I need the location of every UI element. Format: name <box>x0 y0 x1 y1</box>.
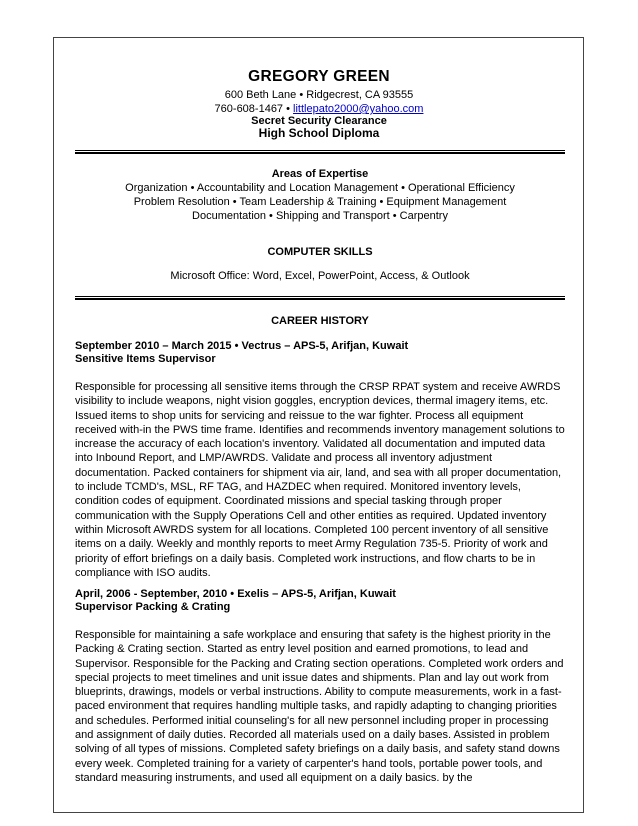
email-link[interactable]: littlepato2000@yahoo.com <box>293 103 424 115</box>
phone: 760-608-1467 • <box>214 103 290 115</box>
candidate-name: GREGORY GREEN <box>248 68 390 85</box>
job-entry <box>75 340 565 580</box>
job-dates-employer: April, 2006 - September, 2010 • Exelis – APS-5, Arifjan, Kuwait <box>75 588 396 600</box>
job-title: Sensitive Items Supervisor <box>75 353 216 365</box>
expertise-line: Documentation • Shipping and Transport • Carpentry <box>192 210 448 222</box>
computer-skills-text: Microsoft Office: Word, Excel, PowerPoint, Access, & Outlook <box>170 270 470 282</box>
expertise-line: Problem Resolution • Team Leadership & Training • Equipment Management <box>133 196 507 208</box>
job-title: Supervisor Packing & Crating <box>75 601 231 613</box>
expertise-line: Organization • Accountability and Location Management • Operational Efficiency <box>125 182 515 194</box>
job-description: Responsible for maintaining a safe workplace and ensuring that safety is the highest priority in the Packing & Crating section. Started as entry level position and earned promotions, to lead and Supervisor. Responsible for the Packing and Crating section operations. Completed work orders and special projects to meet timelines and unit issue dates and shipments. Plan and lay out work from blueprints, drawings, models or verbal instructions. Ability to compute measurements, work in a fast-paced environment that requires handling multiple tasks, and rapidly adapting to changing priorities and schedules. Performed initial counseling's for all new personnel including proper in processing and assignment of daily duties. Recorded all materials used on a daily bases. Assisted in problem solving of all types of missions. Completed safety briefings on a daily basis, and safety stand downs every week. Completed training for a variety of carpenter's hand tools, portable power tools, and standard measuring instruments, and used all equipment on a daily basics. by the <box>75 629 564 784</box>
education: High School Diploma <box>258 126 380 140</box>
clearance: Secret Security Clearance <box>251 115 387 127</box>
expertise-list <box>75 181 565 223</box>
divider <box>75 296 565 300</box>
computer-skills-heading: COMPUTER SKILLS <box>267 246 373 258</box>
job-description: Responsible for processing all sensitive items through the CRSP RPAT system and receive AWRDS visibility to include weapons, night vision goggles, encryption devices, thermal imagery items, etc. Issued items to shop units for servicing and reissue to the war fighter. Process all equipment received with-in the PWS time frame. Identifies and recommends inventory management solutions to increase the accuracy of each location's inventory. Validated all documentation and imputed data into Inbound Report, and LMP/AWRDS. Validate and process all inventory adjustment documentation. Packed containers for shipment via air, land, and sea with all proper documentation, to include TCMD's, MSL, RF TAG, and HAZDEC when required. Monitored inventory levels, condition codes of equipment. Coordinated missions and special tasking through proper communication with the Supply Operations Cell and other entities as required. Updated inventory within Microsoft AWRDS system for all locations. Completed 100 percent inventory of all sensitive items on a daily. Weekly and monthly reports to meet Army Regulation 735-5. Priority of work and priority of effort briefings on a daily basis. Completed work instructions, and flow charts to be in compliance with ISO audits. <box>75 381 565 579</box>
address: 600 Beth Lane • Ridgecrest, CA 93555 <box>224 89 414 101</box>
job-entry <box>75 588 565 785</box>
job-dates-employer: September 2010 – March 2015 • Vectrus – APS-5, Arifjan, Kuwait <box>75 340 409 352</box>
expertise-heading: Areas of Expertise <box>271 168 369 180</box>
divider <box>75 150 565 154</box>
career-heading: CAREER HISTORY <box>271 315 369 327</box>
